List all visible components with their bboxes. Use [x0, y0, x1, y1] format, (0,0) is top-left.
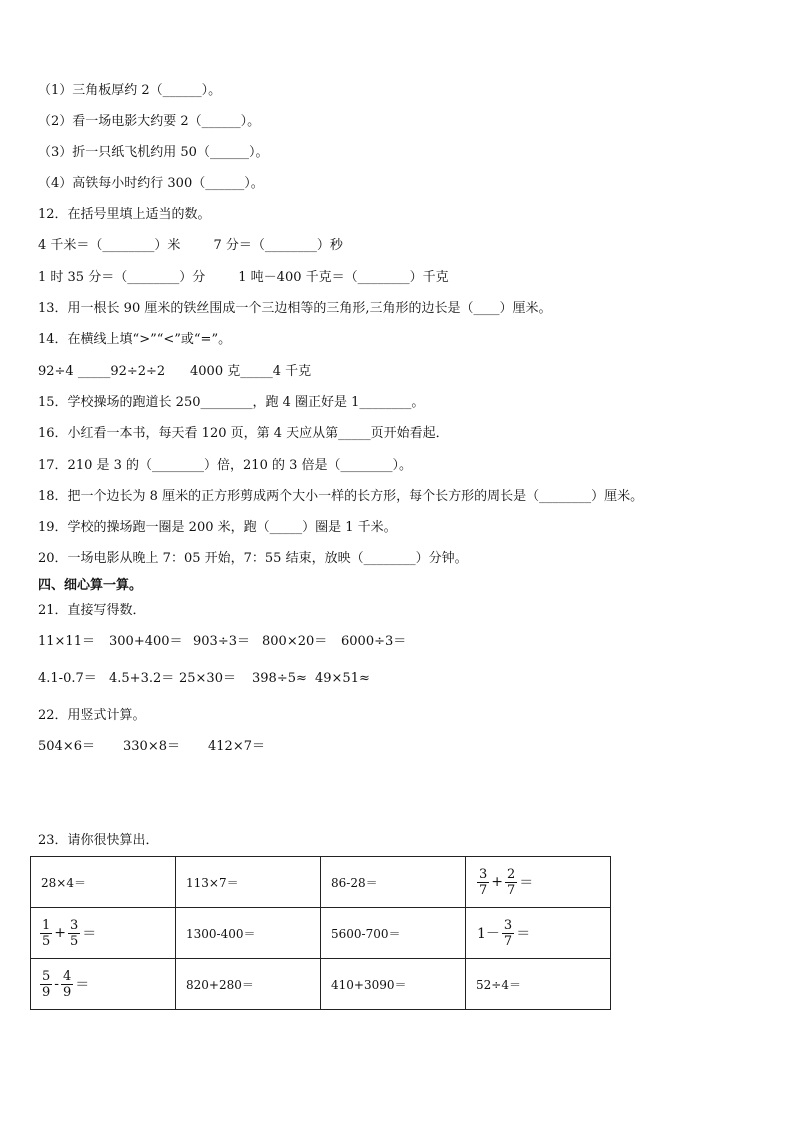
- table-row: [31, 908, 611, 959]
- table-row: [31, 857, 611, 908]
- fraction: $\frac{2}{7}$: [507, 866, 516, 898]
- q14-row: 92÷4 _____92÷2÷2 4000 克_____4 千克: [38, 364, 312, 379]
- q23-cell: 86-28＝: [321, 857, 466, 908]
- q23-cell: $\frac{3}{7}$ + $\frac{2}{7}$ ＝: [466, 857, 611, 908]
- table-row: [31, 959, 611, 1010]
- q21-item: 300+400＝: [109, 634, 183, 649]
- fraction: $\frac{3}{7}$: [479, 866, 488, 898]
- q11-item-2: （2）看一场电影大约要 2（______）。: [38, 114, 261, 129]
- question-21: 21．直接写得数．: [38, 603, 146, 618]
- question-15: 15．学校操场的跑道长 250________，跑 4 圈正好是 1________。: [38, 395, 425, 410]
- q11-item-3: （3）折一只纸飞机约用 50（______）。: [38, 145, 269, 160]
- question-14: 14．在横线上填“>”“<”或“=”。: [38, 332, 232, 347]
- q23-cell: 113×7＝: [176, 857, 321, 908]
- q22-item: 412×7＝: [208, 739, 265, 754]
- question-13: 13．用一根长 90 厘米的铁丝围成一个三边相等的三角形,三角形的边长是（____）厘米。: [38, 301, 552, 316]
- q21-item: 800×20＝: [262, 634, 328, 649]
- q11-item-1: （1）三角板厚约 2（______）。: [38, 83, 222, 98]
- q11-item-4: （4）高铁每小时约行 300（______）。: [38, 176, 264, 191]
- q23-cell: 1300-400＝: [176, 908, 321, 959]
- q21-item: 11×11＝: [38, 634, 95, 649]
- question-19: 19．学校的操场跑一圈是 200 米，跑（_____）圈是 1 千米。: [38, 520, 397, 535]
- q23-cell: 820+280＝: [176, 959, 321, 1010]
- q21-row-1: [38, 634, 406, 650]
- q23-cell: $\frac{1}{5}$ + $\frac{3}{5}$ ＝: [31, 908, 176, 959]
- q21-item: 903÷3＝: [193, 634, 250, 649]
- q21-item: 4.1-0.7＝: [38, 671, 97, 686]
- fraction: $\frac{3}{5}$: [70, 917, 79, 949]
- q12-row-a: 4 千米＝（________）米 7 分＝（________）秒: [38, 238, 343, 253]
- q23-cell: $\frac{5}{9}$ - $\frac{4}{9}$ ＝: [31, 959, 176, 1010]
- q23-table: [30, 856, 611, 1010]
- q23-cell: 1－ $\frac{3}{7}$ ＝: [466, 908, 611, 959]
- question-23: 23．请你很快算出．: [38, 833, 159, 848]
- fraction: $\frac{5}{9}$: [42, 968, 51, 1000]
- q21-row-2: [38, 671, 370, 687]
- q21-item: 6000÷3＝: [341, 634, 407, 649]
- fraction: $\frac{4}{9}$: [63, 968, 72, 1000]
- q23-cell: 410+3090＝: [321, 959, 466, 1010]
- q22-row: [38, 739, 265, 755]
- fraction: $\frac{1}{5}$: [42, 917, 51, 949]
- q21-item: 398÷5≈: [252, 671, 307, 686]
- question-20: 20．一场电影从晚上 7：05 开始，7：55 结束，放映（________）分钟。: [38, 551, 468, 566]
- question-18: 18．把一个边长为 8 厘米的正方形剪成两个大小一样的长方形，每个长方形的周长是（________）厘米。: [38, 489, 644, 504]
- q23-cell: 28×4＝: [31, 857, 176, 908]
- q21-item: 49×51≈: [315, 671, 370, 686]
- question-17: 17．210 是 3 的（________）倍，210 的 3 倍是（________）。: [38, 458, 413, 473]
- q12-row-b: 1 时 35 分＝（________）分 1 吨－400 千克＝（________）千克: [38, 270, 449, 285]
- q22-item: 330×8＝: [123, 739, 180, 754]
- q21-item: 4.5+3.2＝: [109, 671, 175, 686]
- fraction: $\frac{3}{7}$: [503, 917, 513, 949]
- q21-item: 25×30＝: [179, 671, 236, 686]
- section-4-heading: 四、细心算一算。: [38, 578, 143, 593]
- q22-item: 504×6＝: [38, 739, 95, 754]
- q23-cell: 52÷4＝: [466, 959, 611, 1010]
- question-12: 12．在括号里填上适当的数。: [38, 207, 211, 222]
- question-22: 22．用竖式计算。: [38, 708, 146, 723]
- question-16: 16．小红看一本书，每天看 120 页，第 4 天应从第_____页开始看起．: [38, 426, 449, 441]
- q23-cell: 5600-700＝: [321, 908, 466, 959]
